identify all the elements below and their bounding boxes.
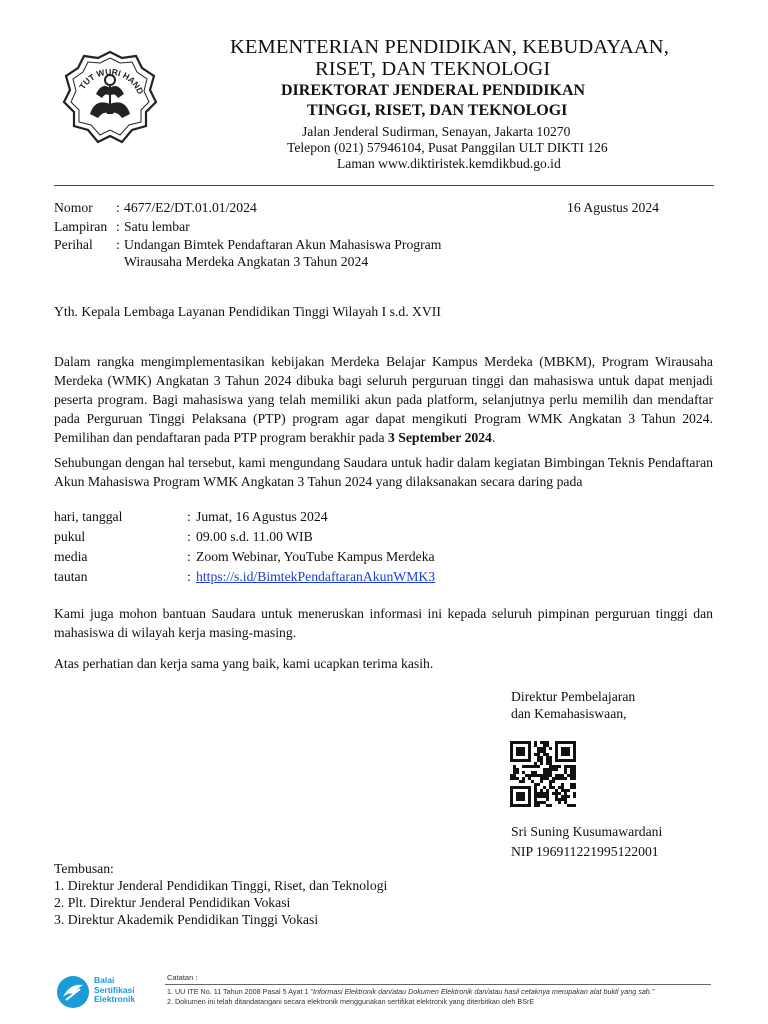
perihal-colon: :	[116, 237, 120, 252]
qr-code-signature	[510, 741, 576, 807]
footer-divider	[165, 984, 711, 985]
schedule-value: 09.00 s.d. 11.00 WIB	[196, 529, 313, 544]
paragraph-intro	[54, 352, 713, 447]
paragraph-request: Kami juga mohon bantuan Saudara untuk meneruskan informasi ini kepada seluruh pimpinan perguruan tinggi dan mahasiswa di wilayah kerja masing-masing.	[54, 606, 713, 640]
footer-note-heading: Catatan :	[167, 973, 198, 982]
bsre-text: Elektronik	[94, 994, 136, 1004]
ministry-name-line1: KEMENTERIAN PENDIDIKAN, KEBUDAYAAN,	[230, 36, 669, 58]
footer-note-1-prefix: 1. UU ITE No. 11 Tahun 2008 Pasal 5 Ayat 1	[167, 987, 309, 996]
footer-note-1	[167, 987, 654, 996]
schedule-value: Jumat, 16 Agustus 2024	[196, 509, 328, 524]
footer-note-2: 2. Dokumen ini telah ditandatangani secara elektronik menggunakan sertifikat elektronik yang diterbitkan oleh BSrE	[167, 997, 535, 1006]
paragraph-intro-end: .	[491, 430, 496, 445]
bsre-text: Sertifikasi	[94, 984, 135, 995]
lampiran-colon: :	[116, 219, 120, 234]
website: Laman www.diktiristek.kemdikbud.go.id	[337, 156, 561, 171]
schedule-label: pukul	[54, 529, 86, 544]
nomor-label: Nomor	[54, 200, 93, 215]
nomor-colon: :	[116, 200, 120, 215]
cc-heading: Tembusan:	[54, 861, 114, 876]
schedule-label: media	[54, 549, 88, 564]
bsre-logo	[56, 975, 156, 1009]
directorate-name-line2: TINGGI, RISET, DAN TEKNOLOGI	[307, 102, 568, 119]
signatory-title-line1: Direktur Pembelajaran	[511, 689, 636, 704]
footer-note-1-quote: "Informasi Elektronik dan/atau Dokumen Elektronik dan/atau hasil cetaknya merupakan alat bukti yang sah."	[310, 987, 655, 996]
lampiran-label: Lampiran	[54, 219, 108, 234]
cc-item: 2. Plt. Direktur Jenderal Pendidikan Vokasi	[54, 895, 291, 910]
bsre-text: Balai	[94, 975, 115, 985]
schedule-label: tautan	[54, 569, 88, 584]
paragraph-invitation: Sehubungan dengan hal tersebut, kami mengundang Saudara untuk hadir dalam kegiatan Bimbingan Teknis Pendaftaran Akun Mahasiswa Program WMK Angkatan 3 Tahun 2024 yang dilaksanakan secara daring pada	[54, 455, 713, 489]
ministry-name-line2: RISET, DAN TEKNOLOGI	[315, 58, 551, 80]
schedule-colon: :	[187, 549, 191, 564]
schedule-colon: :	[187, 509, 191, 524]
letterhead-divider	[54, 185, 714, 186]
schedule-colon: :	[187, 569, 191, 584]
schedule-colon: :	[187, 529, 191, 544]
address: Jalan Jenderal Sudirman, Senayan, Jakarta 10270	[302, 124, 571, 139]
schedule-label: hari, tanggal	[54, 509, 123, 524]
tut-wuri-handayani-logo	[60, 48, 160, 148]
lampiran-value: Satu lembar	[124, 219, 190, 234]
directorate-name-line1: DIREKTORAT JENDERAL PENDIDIKAN	[281, 82, 586, 99]
recipient: Yth. Kepala Lembaga Layanan Pendidikan Tinggi Wilayah I s.d. XVII	[54, 304, 441, 319]
phone: Telepon (021) 57946104, Pusat Panggilan ULT DIKTI 126	[287, 140, 608, 155]
perihal-label: Perihal	[54, 237, 93, 252]
perihal-line2: Wirausaha Merdeka Angkatan 3 Tahun 2024	[124, 254, 369, 269]
signatory-title-line2: dan Kemahasiswaan,	[511, 706, 627, 721]
deadline-date: 3 September 2024	[387, 430, 492, 445]
paragraph-intro-text: Dalam rangka mengimplementasikan kebijakan Merdeka Belajar Kampus Merdeka (MBKM), Program Wirausaha Merdeka (WMK) Angkatan 3 Tahun 2024 dibuka bagi seluruh perguruan tinggi dan mahasiswa untuk dapat menjadi peserta program. Bagi mahasiswa yang telah memiliki akun pada platform, selanjutnya perlu memilih dan mendaftar pada Perguruan Tinggi Pelaksana (PTP) program agar dapat mengikuti Program WMK Angkatan 3 Tahun 2024. Pemilihan dan pendaftaran pada PTP program berakhir pada	[54, 354, 713, 445]
signatory-nip: NIP 196911221995122001	[511, 844, 659, 859]
perihal-line1: Undangan Bimtek Pendaftaran Akun Mahasiswa Program	[124, 237, 442, 252]
registration-link[interactable]: https://s.id/BimtekPendaftaranAkunWMK3	[196, 569, 436, 584]
bsre-icon	[56, 975, 90, 1009]
cc-item: 1. Direktur Jenderal Pendidikan Tinggi, Riset, dan Teknologi	[54, 878, 388, 893]
signatory-name: Sri Suning Kusumawardani	[511, 824, 663, 839]
logo-text: TUT WURI HAND	[77, 66, 146, 96]
cc-item: 3. Direktur Akademik Pendidikan Tinggi Vokasi	[54, 912, 319, 927]
schedule-value: Zoom Webinar, YouTube Kampus Merdeka	[196, 549, 435, 564]
nomor-value: 4677/E2/DT.01.01/2024	[124, 200, 257, 215]
paragraph-closing: Atas perhatian dan kerja sama yang baik, kami ucapkan terima kasih.	[54, 656, 434, 671]
letter-date: 16 Agustus 2024	[567, 200, 660, 215]
